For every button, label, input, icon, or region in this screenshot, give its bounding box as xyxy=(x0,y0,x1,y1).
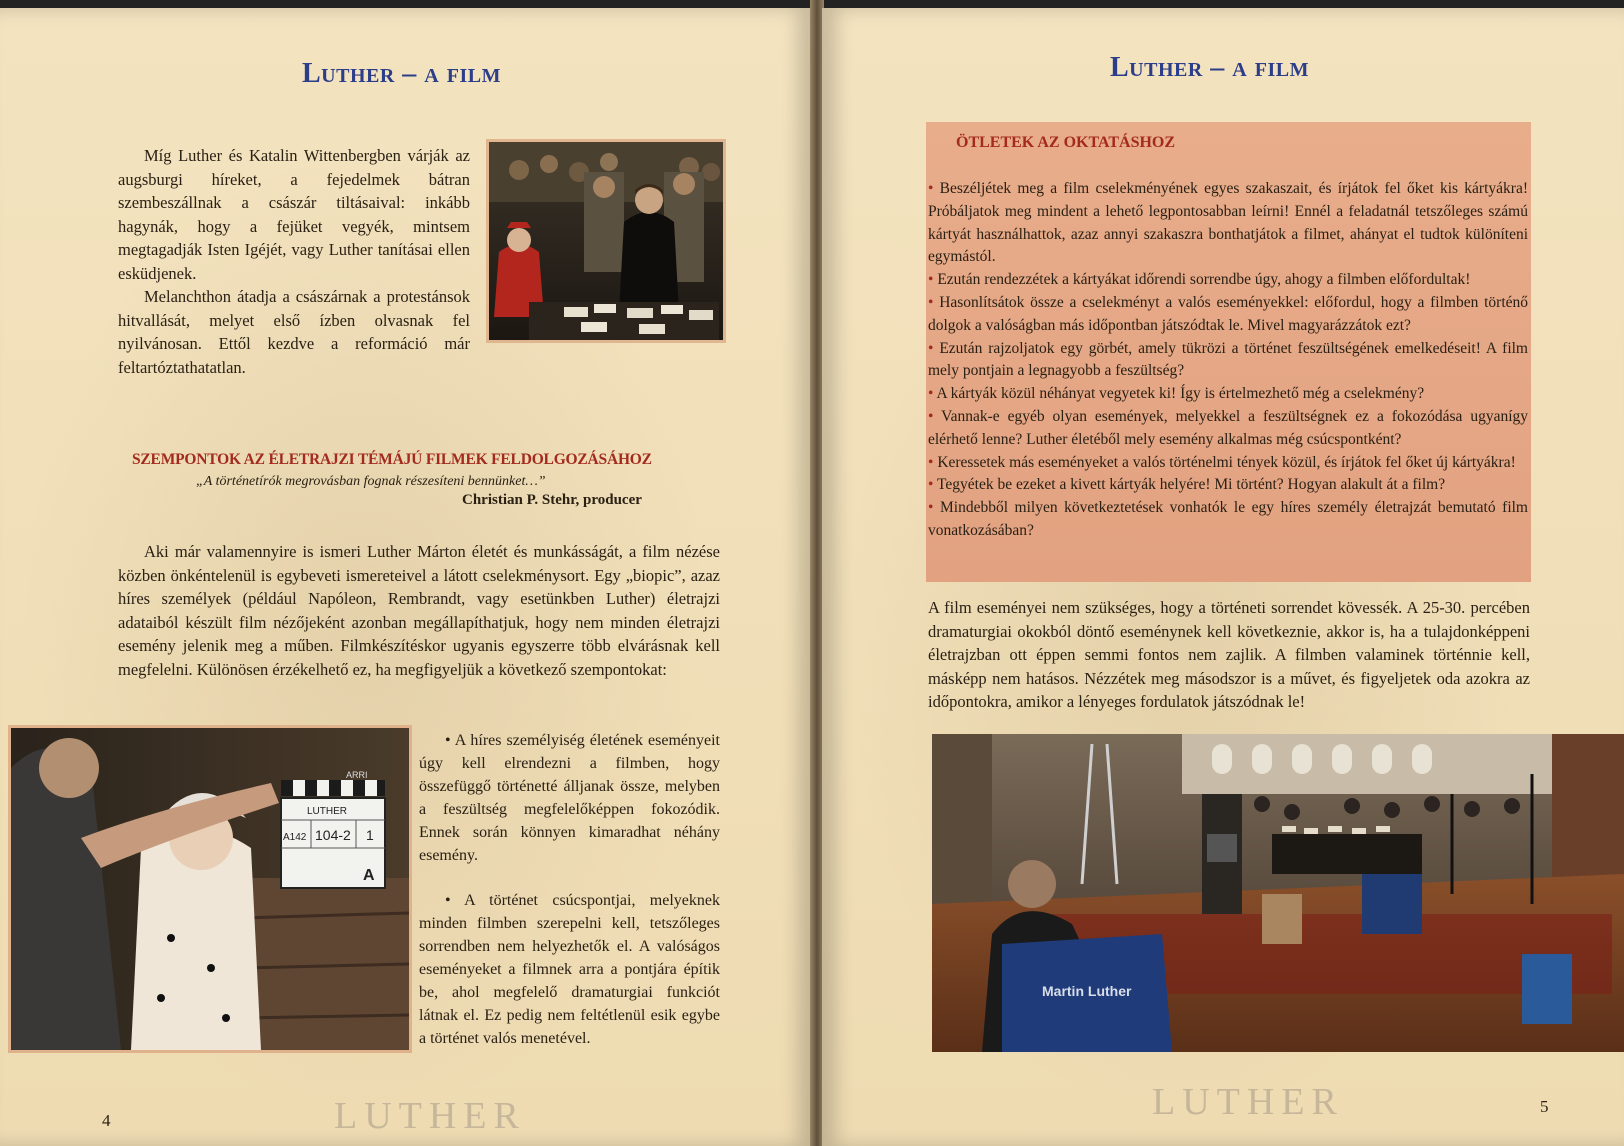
director-chair-label: Martin Luther xyxy=(1042,983,1132,999)
teaching-ideas-title: ÖTLETEK AZ OKTATÁSHOZ xyxy=(956,134,1176,151)
idea-item: • Keressetek más eseményeket a valós történelmi tények közül, és írjátok fel őket új kártyákra! xyxy=(928,452,1528,475)
teaching-ideas-box xyxy=(926,122,1531,582)
clapper-title: LUTHER xyxy=(307,806,348,817)
chronology-paragraph: A film eseményei nem szükséges, hogy a történeti sorrendet kövessék. A 25-30. percében dramaturgiai okokból döntő eseménynek kell következnie, akkor is, ha a tulajdonképpeni életrajzban ott éppen semmi fontos nem zajlik. A filmben valaminek történnie kell, másképp nem hatásos. Nézzétek meg másodszor is a művet, és figyeljetek oda azokra az időpontokra, amikor a lényeges fordulatok játszódnak le! xyxy=(928,598,1530,711)
idea-item: • A kártyák közül néhányat vegyetek ki! Így is értelmezhető még a cselekmény? xyxy=(928,383,1528,406)
luther-logo-right: LUTHER xyxy=(1152,1081,1344,1123)
luther-logo-left: LUTHER xyxy=(334,1095,526,1137)
court-scene-illustration xyxy=(489,142,723,340)
idea-item: • Tegyétek be ezeket a kivett kártyák helyére! Mi történt? Hogyan alakult át a film? xyxy=(928,474,1528,497)
chronology-text xyxy=(928,596,1530,714)
idea-item: • Vannak-e egyéb olyan események, melyekkel a feszültségnek ez a fokozódása ugyanígy elérhető lenne? Luther életéből mely esemény alkalmas még csúcspontként? xyxy=(928,406,1528,452)
quote-author: Christian P. Stehr, producer xyxy=(462,492,642,508)
idea-item: • Hasonlítsátok össze a cselekményt a valós eseményekkel: előfordul, hogy a filmben történő dolgok a valóságban más időpontban játszódtak le. Mivel magyarázzátok ezt? xyxy=(928,292,1528,338)
idea-item: • Ezután rajzoljatok egy görbét, amely tükrözi a történet feszültségének emelkedéseit! A film mely pontjain a legnagyobb a feszültség? xyxy=(928,338,1528,384)
intro-paragraph-1: Míg Luther és Katalin Wittenbergben várják az augsburgi híreket, a fejedelmek bátran szembeszállnak a császár tiltásaival: inkább hagynák, hogy a fejüket vegyék, mintsem megtagadják Isten Igéjét, vagy Luther tanításai ellen esküdjenek. xyxy=(118,146,470,283)
left-page-title: Luther – a film xyxy=(302,58,501,89)
clapper-camera: A xyxy=(363,867,375,884)
aspect-item-2: • A történet csúcspontjai, melyeknek minden filmben szerepelni kell, tetszőleges sorrendben nem helyezhetők el. A valóságos eseményeket a filmnek arra a pontjára építik be, ahol megfelelő dramaturgiai funkciót látnak el. Ez pedig nem feltétlenül esik egybe a történet valós menetével. xyxy=(419,892,720,1047)
court-scene-photo xyxy=(486,139,726,343)
left-page xyxy=(0,8,812,1146)
clapperboard-photo xyxy=(8,725,412,1053)
intro-paragraph-2: Melanchthon átadja a császárnak a protestánsok hitvallását, melyet első ízben olvasnak fel nyilvánosan. Ettől kezdve a reformáció már feltartóztathatatlan. xyxy=(118,287,470,377)
biopic-paragraph: Aki már valamennyire is ismeri Luther Márton életét és munkásságát, a film nézése közben önkéntelenül is egybeveti ismereteivel a látott cselekménysort. Egy „biopic”, azaz híres személyek (például Napóleon, Rembrandt, vagy esetünkben Luther) életrajzi adataiból készült film nézőjeként azonban megállapíthatjuk, hogy nem minden életrajzi esemény jelenik meg a műben. Filmkészítéskor ugyanis egyszerre több elvárásnak kell megfelelni. Különösen érzékelhető ez, ha megfigyeljük a következő szempontokat: xyxy=(118,542,720,679)
clapper-roll: A142 xyxy=(283,832,307,843)
teaching-ideas-list xyxy=(928,178,1528,543)
idea-item: • Beszéljétek meg a film cselekményének egyes szakaszait, és írjátok fel őket kis kártyákra! Próbáljatok meg mindent a lehető legpontosabban leírni! Ennél a feladatnál tetszőleges számú kártyát használhattok, azaz annyi szakaszra bonthatjátok a filmet, ahányat el tudtok különíteni egymástól. xyxy=(928,178,1528,269)
biopic-text xyxy=(118,540,720,681)
film-set-photo xyxy=(932,734,1624,1052)
aspects-list xyxy=(419,729,720,1072)
section-heading: SZEMPONTOK AZ ÉLETRAJZI TÉMÁJÚ FILMEK FELDOLGOZÁSÁHOZ xyxy=(132,451,652,468)
clapper-brand: ARRI xyxy=(346,770,368,780)
right-page-number: 5 xyxy=(1540,1097,1549,1116)
clapper-take: 1 xyxy=(366,827,374,843)
aspect-item-1: • A híres személyiség életének eseményeit úgy kell elrendezni a filmben, hogy összefüggő történetté álljanak össze, melyben a feszültség megfelelőképpen fokozódik. Ennek során könnyen kimaradhat néhány esemény. xyxy=(419,732,720,864)
left-page-number: 4 xyxy=(102,1111,111,1130)
clapperboard-illustration xyxy=(11,728,409,1050)
intro-text xyxy=(118,144,470,379)
idea-item: • Ezután rendezzétek a kártyákat időrendi sorrendbe úgy, ahogy a filmben előfordultak! xyxy=(928,269,1528,292)
film-set-illustration xyxy=(932,734,1624,1052)
quote-text: „A történetírók megrovásban fognak részesíteni bennünket…” xyxy=(196,474,546,489)
clapper-scene: 104-2 xyxy=(315,827,351,843)
idea-item: • Mindebből milyen következtetések vonhatók le egy híres személy életrajzát bemutató film vonatkozásában? xyxy=(928,497,1528,543)
right-page-title: Luther – a film xyxy=(1110,52,1309,83)
